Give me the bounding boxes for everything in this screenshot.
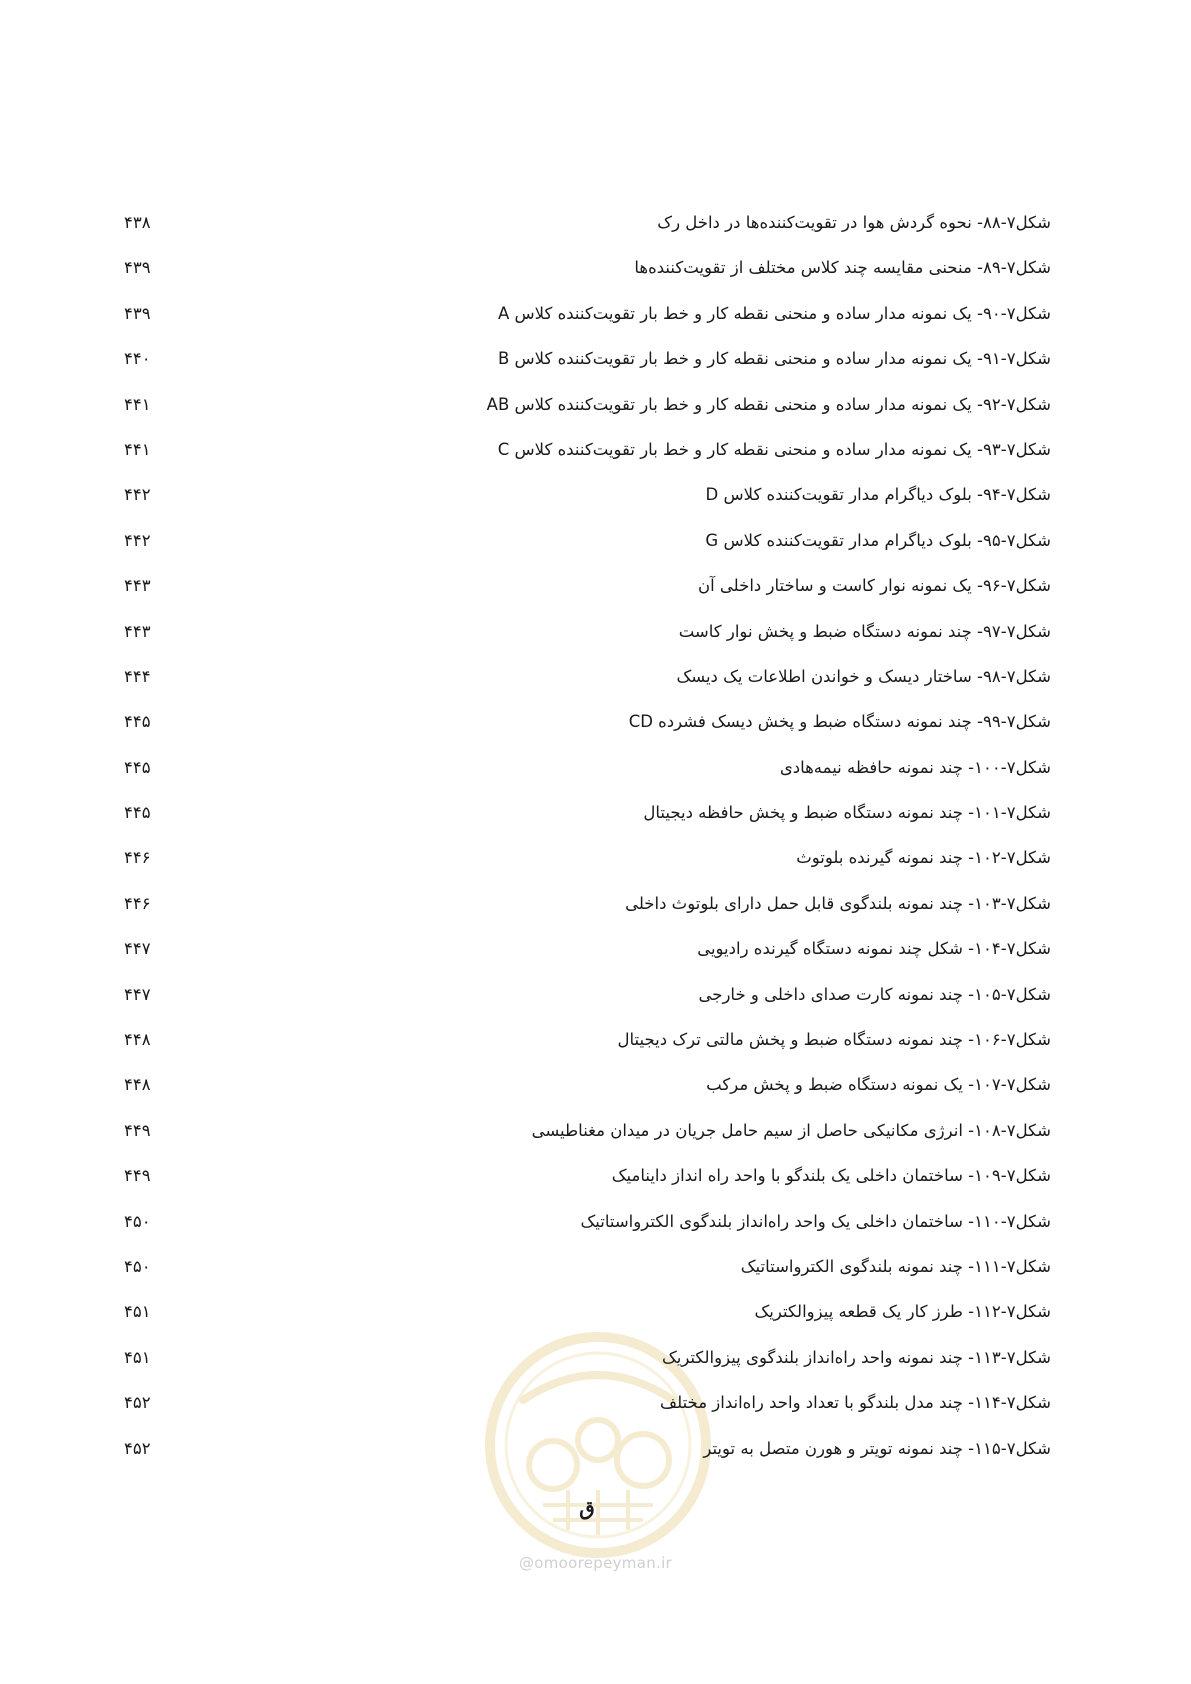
entry-page-number: ۴۴۲ <box>124 530 151 550</box>
toc-entry <box>0 343 1191 388</box>
toc-entry <box>0 434 1191 479</box>
entry-title: شکل۷-۹۶- یک نمونه نوار کاست و ساختار داخلی آن <box>697 576 1051 596</box>
toc-entry <box>0 207 1191 252</box>
entry-page-number: ۴۵۱ <box>124 1347 151 1367</box>
entry-title: شکل۷-۱۰۴- شکل چند نمونه دستگاه گیرنده رادیویی <box>697 939 1051 959</box>
toc-entry <box>0 1342 1191 1387</box>
entry-title: شکل۷-۱۱۴- چند مدل بلندگو با تعداد واحد راه‌انداز مختلف <box>660 1393 1051 1413</box>
toc-entry <box>0 252 1191 297</box>
entry-page-number: ۴۴۹ <box>124 1166 151 1186</box>
toc-entry <box>0 616 1191 661</box>
entry-page-number: ۴۳۸ <box>124 213 151 232</box>
entry-page-number: ۴۴۳ <box>124 576 151 596</box>
watermark-url: @omoorepeyman.ir <box>518 1554 673 1572</box>
entry-page-number: ۴۵۱ <box>124 1302 151 1322</box>
toc-entry <box>0 979 1191 1024</box>
toc-entry <box>0 479 1191 524</box>
entry-page-number: ۴۴۱ <box>124 439 151 459</box>
toc-entry <box>0 1024 1191 1069</box>
entry-page-number: ۴۴۸ <box>124 1075 151 1095</box>
entry-page-number: ۴۴۷ <box>124 984 151 1004</box>
entry-title: شکل۷-۸۸- نحوه گردش هوا در تقویت‌کننده‌ها در داخل رک <box>657 213 1051 232</box>
toc-entry <box>0 706 1191 751</box>
entry-title: شکل۷-۹۸- ساختار دیسک و خواندن اطلاعات یک دیسک <box>676 666 1051 686</box>
toc-entry <box>0 1115 1191 1160</box>
entry-title: شکل۷-۱۰۲- چند نمونه گیرنده بلوتوث <box>796 848 1051 868</box>
entry-page-number: ۴۴۸ <box>124 1030 151 1050</box>
entry-page-number: ۴۴۲ <box>124 485 151 505</box>
entry-title: شکل۷-۱۰۸- انرژی مکانیکی حاصل از سیم حامل جریان در میدان مغناطیسی <box>531 1120 1051 1140</box>
entry-page-number: ۴۵۰ <box>124 1211 151 1231</box>
toc-entry <box>0 1069 1191 1114</box>
toc-entry <box>0 752 1191 797</box>
entry-page-number: ۴۴۵ <box>124 803 151 823</box>
entry-page-number: ۴۵۰ <box>124 1256 151 1276</box>
toc-entry <box>0 1433 1191 1478</box>
toc-entry <box>0 888 1191 933</box>
entry-title: شکل۷-۱۱۲- طرز کار یک قطعه پیزوالکتریک <box>754 1302 1051 1322</box>
entry-title: شکل۷-۹۲- یک نمونه مدار ساده و منحنی نقطه کار و خط بار تقویت‌کننده کلاس AB <box>486 394 1051 414</box>
entry-title: شکل۷-۱۱۳- چند نمونه واحد راه‌انداز بلندگوی پیزوالکتریک <box>661 1347 1051 1367</box>
entry-page-number: ۴۳۹ <box>124 303 151 323</box>
toc-entry <box>0 389 1191 434</box>
entry-title: شکل۷-۸۹- منحنی مقایسه چند کلاس مختلف از تقویت‌کننده‌ها <box>634 258 1051 278</box>
entry-page-number: ۴۴۵ <box>124 712 151 732</box>
entry-page-number: ۴۵۲ <box>124 1438 151 1458</box>
entry-title: شکل۷-۹۷- چند نمونه دستگاه ضبط و پخش نوار کاست <box>678 621 1051 641</box>
entry-page-number: ۴۴۷ <box>124 939 151 959</box>
figure-list <box>0 207 1191 1478</box>
entry-page-number: ۴۳۹ <box>124 258 151 278</box>
entry-title: شکل۷-۱۰۳- چند نمونه بلندگوی قابل حمل دارای بلوتوث داخلی <box>625 893 1051 913</box>
entry-page-number: ۴۴۶ <box>124 848 151 868</box>
entry-page-number: ۴۴۱ <box>124 394 151 414</box>
toc-entry <box>0 661 1191 706</box>
toc-entry <box>0 1160 1191 1205</box>
entry-page-number: ۴۴۰ <box>124 349 151 369</box>
entry-title: شکل۷-۹۹- چند نمونه دستگاه ضبط و پخش دیسک فشرده CD <box>628 712 1051 732</box>
toc-entry <box>0 1251 1191 1296</box>
entry-title: شکل۷-۹۰- یک نمونه مدار ساده و منحنی نقطه کار و خط بار تقویت‌کننده کلاس A <box>497 303 1051 323</box>
entry-title: شکل۷-۹۳- یک نمونه مدار ساده و منحنی نقطه کار و خط بار تقویت‌کننده کلاس C <box>497 439 1051 459</box>
toc-entry <box>0 1387 1191 1432</box>
entry-title: شکل۷-۱۰۱- چند نمونه دستگاه ضبط و پخش حافظه دیجیتال <box>643 803 1051 823</box>
entry-page-number: ۴۴۴ <box>124 666 151 686</box>
toc-entry <box>0 842 1191 887</box>
entry-title: شکل۷-۹۴- بلوک دیاگرام مدار تقویت‌کننده کلاس D <box>705 485 1051 505</box>
page-number-letter: ق <box>579 1496 595 1520</box>
entry-title: شکل۷-۱۰۶- چند نمونه دستگاه ضبط و پخش مالتی ترک دیجیتال <box>617 1030 1051 1050</box>
entry-title: شکل۷-۱۱۰- ساختمان داخلی یک واحد راه‌انداز بلندگوی الکترواستاتیک <box>580 1211 1051 1231</box>
toc-entry <box>0 298 1191 343</box>
toc-entry <box>0 525 1191 570</box>
entry-title: شکل۷-۱۰۹- ساختمان داخلی یک بلندگو با واحد راه انداز داینامیک <box>611 1166 1051 1186</box>
entry-title: شکل۷-۹۵- بلوک دیاگرام مدار تقویت‌کننده کلاس G <box>705 530 1051 550</box>
entry-title: شکل۷-۹۱- یک نمونه مدار ساده و منحنی نقطه کار و خط بار تقویت‌کننده کلاس B <box>497 349 1051 369</box>
toc-entry <box>0 933 1191 978</box>
entry-title: شکل۷-۱۱۵- چند نمونه تویتر و هورن متصل به تویتر <box>703 1438 1051 1458</box>
entry-title: شکل۷-۱۰۰- چند نمونه حافظه نیمه‌هادی <box>779 757 1051 777</box>
entry-page-number: ۴۴۳ <box>124 621 151 641</box>
entry-page-number: ۴۴۶ <box>124 893 151 913</box>
toc-entry <box>0 1206 1191 1251</box>
toc-entry <box>0 797 1191 842</box>
toc-entry <box>0 1296 1191 1341</box>
toc-entry <box>0 570 1191 615</box>
entry-title: شکل۷-۱۰۷- یک نمونه دستگاه ضبط و پخش مرکب <box>706 1075 1051 1095</box>
entry-title: شکل۷-۱۰۵- چند نمونه کارت صدای داخلی و خارجی <box>698 984 1051 1004</box>
entry-page-number: ۴۴۹ <box>124 1120 151 1140</box>
entry-title: شکل۷-۱۱۱- چند نمونه بلندگوی الکترواستاتیک <box>740 1256 1051 1276</box>
entry-page-number: ۴۵۲ <box>124 1393 151 1413</box>
entry-page-number: ۴۴۵ <box>124 757 151 777</box>
